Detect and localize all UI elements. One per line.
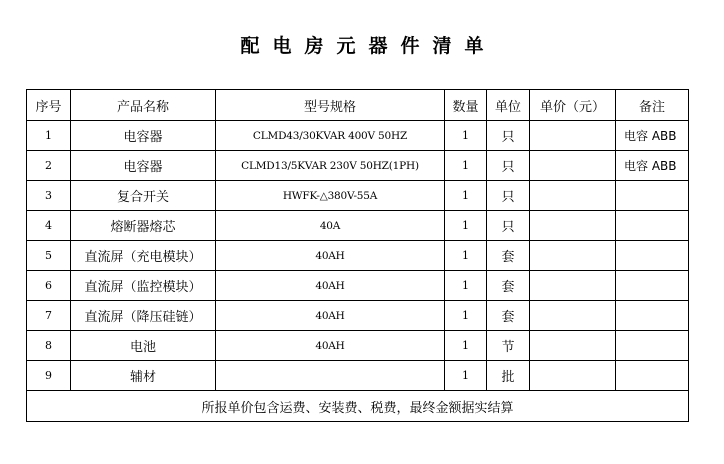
cell-model: HWFK-△380V-55A xyxy=(216,181,445,211)
cell-price xyxy=(530,361,616,391)
cell-unit: 只 xyxy=(487,151,530,181)
cell-price xyxy=(530,271,616,301)
summary-row xyxy=(27,391,689,422)
cell-model: 40A xyxy=(216,211,445,241)
cell-unit: 套 xyxy=(487,301,530,331)
cell-name: 直流屏（监控模块） xyxy=(71,271,216,301)
cell-index: 7 xyxy=(27,301,71,331)
cell-unit: 套 xyxy=(487,241,530,271)
cell-remark xyxy=(616,361,689,391)
table-header-row xyxy=(27,90,689,121)
cell-model: 40AH xyxy=(216,271,445,301)
cell-name: 复合开关 xyxy=(71,181,216,211)
cell-unit: 节 xyxy=(487,331,530,361)
cell-qty: 1 xyxy=(445,271,487,301)
cell-model: CLMD43/30KVAR 400V 50HZ xyxy=(216,121,445,151)
cell-remark xyxy=(616,301,689,331)
cell-name: 电容器 xyxy=(71,151,216,181)
header-unit: 单位 xyxy=(487,90,530,121)
table-row xyxy=(27,211,689,241)
cell-name: 电容器 xyxy=(71,121,216,151)
cell-remark xyxy=(616,181,689,211)
cell-price xyxy=(530,181,616,211)
cell-index: 6 xyxy=(27,271,71,301)
cell-unit: 批 xyxy=(487,361,530,391)
cell-qty: 1 xyxy=(445,361,487,391)
header-qty: 数量 xyxy=(445,90,487,121)
cell-name: 直流屏（充电模块） xyxy=(71,241,216,271)
cell-index: 8 xyxy=(27,331,71,361)
component-list-table xyxy=(26,89,689,422)
cell-model xyxy=(216,361,445,391)
cell-price xyxy=(530,151,616,181)
cell-remark: 电容 ABB xyxy=(616,121,689,151)
cell-qty: 1 xyxy=(445,181,487,211)
header-index: 序号 xyxy=(27,90,71,121)
cell-price xyxy=(530,331,616,361)
cell-unit: 只 xyxy=(487,211,530,241)
cell-index: 5 xyxy=(27,241,71,271)
table-row xyxy=(27,241,689,271)
cell-index: 9 xyxy=(27,361,71,391)
cell-index: 1 xyxy=(27,121,71,151)
cell-model: 40AH xyxy=(216,241,445,271)
cell-index: 3 xyxy=(27,181,71,211)
header-remark: 备注 xyxy=(616,90,689,121)
header-price: 单价（元） xyxy=(530,90,616,121)
cell-qty: 1 xyxy=(445,301,487,331)
table-row xyxy=(27,151,689,181)
table-row xyxy=(27,271,689,301)
header-model: 型号规格 xyxy=(216,90,445,121)
cell-qty: 1 xyxy=(445,241,487,271)
table-row xyxy=(27,301,689,331)
cell-price xyxy=(530,301,616,331)
table-row xyxy=(27,121,689,151)
cell-model: CLMD13/5KVAR 230V 50HZ(1PH) xyxy=(216,151,445,181)
cell-price xyxy=(530,211,616,241)
cell-model: 40AH xyxy=(216,301,445,331)
table-row xyxy=(27,331,689,361)
cell-qty: 1 xyxy=(445,211,487,241)
document-title: 配电房元器件清单 xyxy=(240,35,497,57)
cell-index: 2 xyxy=(27,151,71,181)
cell-unit: 只 xyxy=(487,181,530,211)
cell-remark xyxy=(616,271,689,301)
cell-price xyxy=(530,121,616,151)
summary-note: 所报单价包含运费、安装费、税费，最终金额据实结算 xyxy=(27,391,689,422)
cell-index: 4 xyxy=(27,211,71,241)
table-row xyxy=(27,361,689,391)
cell-remark xyxy=(616,211,689,241)
cell-qty: 1 xyxy=(445,121,487,151)
cell-unit: 套 xyxy=(487,271,530,301)
cell-name: 直流屏（降压硅链） xyxy=(71,301,216,331)
cell-remark xyxy=(616,331,689,361)
cell-model: 40AH xyxy=(216,331,445,361)
cell-name: 电池 xyxy=(71,331,216,361)
cell-name: 辅材 xyxy=(71,361,216,391)
cell-qty: 1 xyxy=(445,331,487,361)
cell-unit: 只 xyxy=(487,121,530,151)
cell-name: 熔断器熔芯 xyxy=(71,211,216,241)
cell-qty: 1 xyxy=(445,151,487,181)
table-row xyxy=(27,181,689,211)
cell-price xyxy=(530,241,616,271)
cell-remark: 电容 ABB xyxy=(616,151,689,181)
header-name: 产品名称 xyxy=(71,90,216,121)
cell-remark xyxy=(616,241,689,271)
